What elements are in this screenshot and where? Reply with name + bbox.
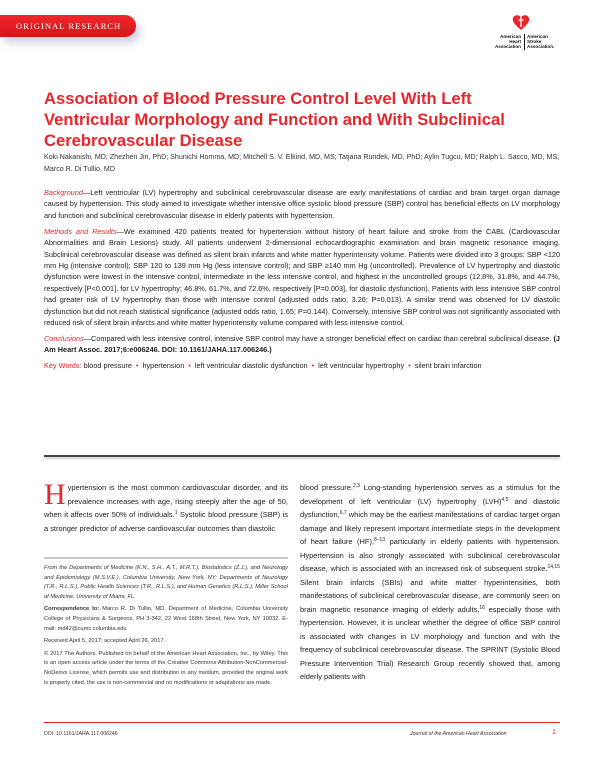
page-number: 1: [552, 729, 556, 736]
article-title: Association of Blood Pressure Control Level With Left Ventricular Morphology and Function and With Subclinical Cerebrovascular Disease: [44, 89, 505, 150]
footer-divider: [44, 722, 560, 723]
keyword: silent brain infarction: [414, 361, 482, 371]
keyword: hypertension: [142, 361, 185, 371]
footnotes: [44, 564, 288, 691]
correspondence: Correspondence to: Marco R. Di Tullio, MD, Department of Medicine, Columbia University College of Physicians & Surgeons, PH 3-342, 22 West 168th Street, New York, NY 10032. E-mail: md42@cumc.columbia.edu: [44, 606, 289, 632]
footer-journal: Journal of the American Heart Association: [410, 731, 507, 737]
section-divider: [44, 455, 560, 457]
keyword: blood pressure: [83, 361, 132, 371]
heart-torch-icon: [511, 12, 531, 32]
footnote-divider: [44, 557, 288, 559]
article-type-badge: ORIGINAL RESEARCH: [0, 15, 136, 37]
body-column-right: blood pressure.$^{2,3}$ Long-standing hypertension serves as a stimulus for the development of left ventricular (LV) hypertrophy (LVH)$^{4,5}$ and diastolic dysfunction,$^{6,7}$ which may be the earliest manifestations of cardiac target organ damage and likely represent important intermediate steps in the development of heart failure (HF),$^{8-13}$ particularly in elderly patients with hypertension. Hypertension is also strongly associated with subclinical cerebrovascular disease, which is associated with an increased risk of subsequent stroke.$^{14,15}$ Silent brain infarcts (SBIs) and white matter hyperintensities, both manifestations of subclinical cerebrovascular disease, are commonly seen on brain magnetic resonance imaging of elderly adults,$^{16}$ especially those with hypertension. However, it is unclear whether the degree of office SBP control is associated with changes in LV morphology and function and with the frequency of subclinical cerebrovascular disease. The SPRINT (Systolic Blood Pressure Intervention Trial) Research Group recently showed that, among elderly patients with: [300, 483, 560, 681]
keyword: left ventricular hypertrophy: [318, 361, 405, 371]
license: © 2017 The Authors. Published on behalf of the American Heart Association, Inc., by Wiley. This is an open access article under the terms of the Creative Commons Attribution-NonCommercial-NoDerivs License, which permits use and distribution in any medium, provided the original work is properly cited, the use is non-commercial and no modifications or adaptations are made.: [44, 650, 288, 686]
affiliations: From the Departments of Medicine (K.N., S.H., A.T., M.R.T.), Biostatistics (Z.J.), and Neurology and Epidemiology (M.S.V.E.), Columbia University, New York, NY; Departments of Neurology (T.R., R.L.S.), Public Health Sciences (T.R., R.L.S.), and Human Genetics (R.L.S.), Miller School of Medicine, University of Miami, FL.: [44, 565, 288, 600]
drop-cap: H: [44, 481, 66, 511]
aha-asa-logo: [483, 12, 561, 56]
footer-doi: DOI: 10.1161/JAHA.117.006246: [44, 731, 118, 737]
abstract-methods: Methods and Results—We examined 420 patients treated for hypertension without history of heart failure and stroke from the CABL (Cardiovascular Abnormalities and Brain Lesions) study. All patients underwent 2-dimensional echocardiographic examination and brain magnetic resonance imaging. Subclinical cerebrovascular disease was defined as silent brain infarcts and white matter hyperintensity volume. Patients were divided into 3 groups: SBP <120 mm Hg (intensive control); SBP 120 to 139 mm Hg (less intensive control); and SBP ≥140 mm Hg (uncontrolled). Prevalence of LV hypertrophy and diastolic dysfunction were lowest in the intensive control, intermediate in the less intensive control, and highest in the uncontrolled groups (12.8%, 31.8%, and 44.7%, respectively [P<0.001], for LV hypertrophy; 46.8%, 61.7%, and 72.6%, respectively [P=0.003], for diastolic dysfunction). Patients with less intensive SBP control had greater risk of LV hypertrophy than those with intensive control (adjusted odds ratio, 3.26; P=0.013). A similar trend was observed for LV diastolic dysfunction but did not reach statistical significance (adjusted odds ratio, 1.65; P=0.144). Conversely, intensive SBP control was not significantly associated with reduced risk of silent brain infarcts and white matter hyperintensity volume compared with less intensive control.: [44, 226, 560, 327]
citation: (J Am Heart Assoc. 2017;6:e006246. DOI: 10.1161/JAHA.117.006246.): [44, 333, 560, 355]
keyword: left ventricular diastolic dysfunction: [194, 361, 308, 371]
logo-text-heart: American Heart Association: [494, 34, 521, 50]
author-list: Koki Nakanishi, MD; Zhezhen Jin, PhD; Shunichi Homma, MD; Mitchell S. V. Elkind, MD, MS; Tatjana Rundek, MD, PhD; Aylin Tugcu, MD; Ralph L. Sacco, MD, MS; Marco R. Di Tullio, MD: [44, 153, 560, 173]
body-column-left: Hypertension is the most common cardiovascular disorder, and its prevalence increases with age, rising steeply after the age of 50, when it affects over 50% of individuals.$^1$ Systolic blood pressure (SBP) is a stronger predictor of adverse cardiovascular outcomes than diastolic: [44, 481, 288, 533]
logo-text-stroke: American Stroke Association.: [524, 34, 554, 50]
abstract-background: Background—Left ventricular (LV) hypertrophy and subclinical cerebrovascular disease are early manifestations of cardiac and brain target organ damage caused by hypertension. This study aimed to investigate whether intensive office systolic blood pressure (SBP) control has beneficial effects on LV morphology and function and subclinical cerebrovascular disease in elderly patients with hypertension.: [44, 188, 560, 220]
received-dates: Received April 5, 2017; accepted April 26, 2017.: [44, 638, 166, 645]
keywords: Key Words: blood pressure • hypertension • left ventricular diastolic dysfunction • left ventricular hypertrophy • silent brain infarction: [44, 361, 482, 371]
abstract-conclusions: Conclusions—Compared with less intensive control, intensive SBP control may have a stronger beneficial effect on cardiac than cerebral subclinical disease. (J Am Heart Assoc. 2017;6:e006246. DOI: 10.1161/JAHA.117.006246.): [44, 333, 560, 355]
abstract: [44, 187, 560, 376]
